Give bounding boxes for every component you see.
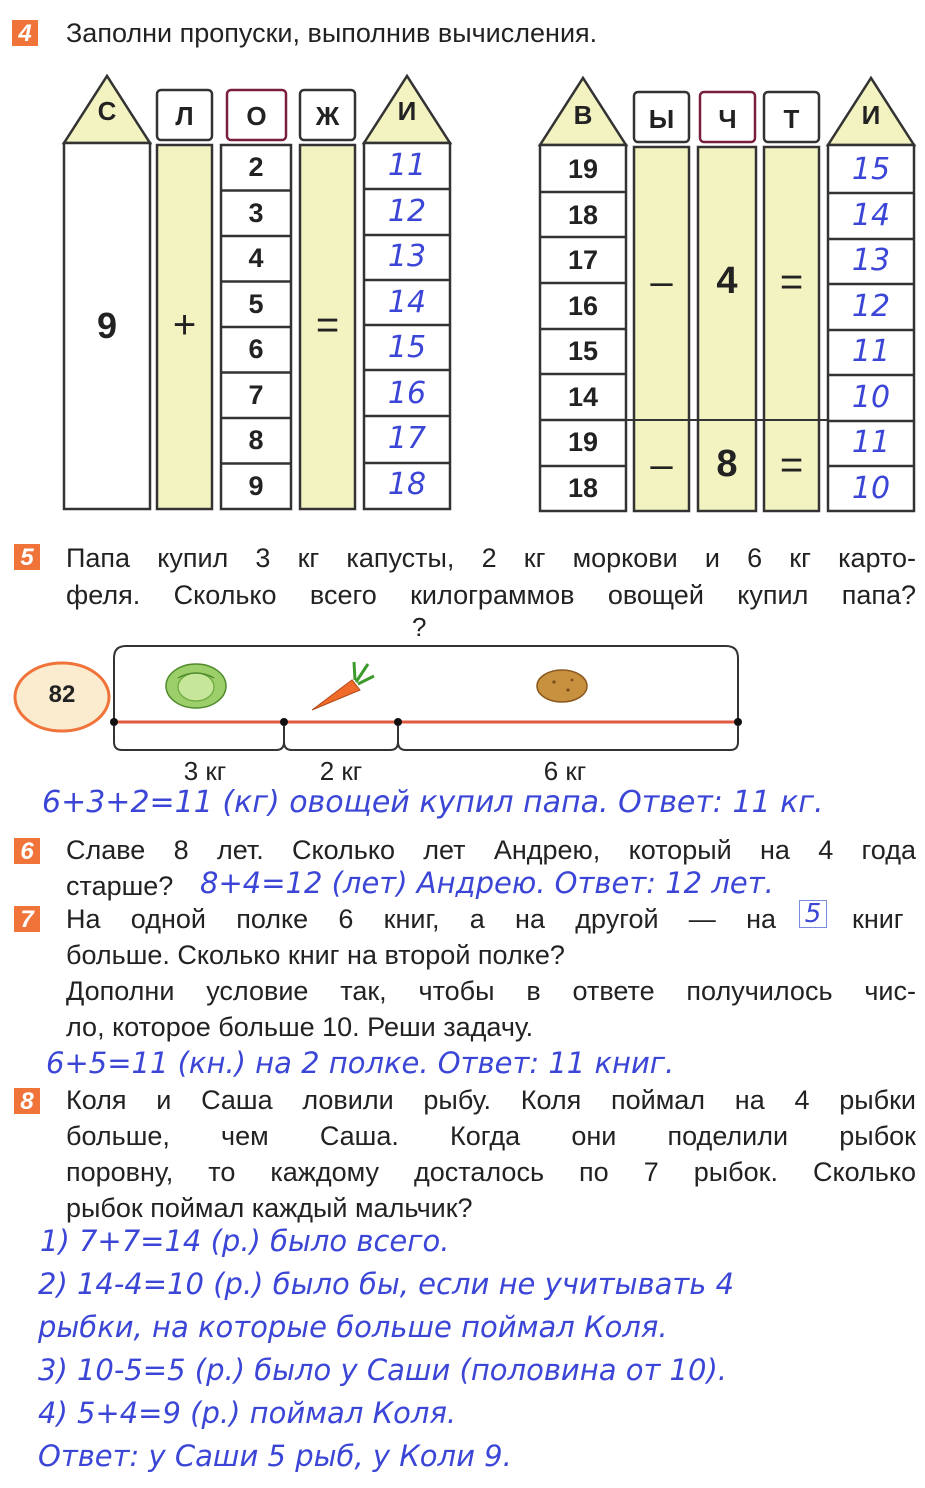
task5-answer: 6+3+2=11 (кг) овощей купил папа. Ответ: 11 кг. xyxy=(42,785,824,820)
answer-cell: 17 xyxy=(387,421,427,456)
addend-cell: 5 xyxy=(248,288,264,319)
equals-sign-1: = xyxy=(779,260,804,304)
first-number: 9 xyxy=(96,305,118,346)
page-badge: 82 xyxy=(48,681,76,708)
answer-cell: 11 xyxy=(851,334,891,369)
addends-list xyxy=(221,145,291,509)
answer-cell: 18 xyxy=(387,466,427,502)
task5-line2: феля. Сколько всего килограммов овощей купил папа? xyxy=(66,580,916,610)
answer-cell: 12 xyxy=(387,193,427,229)
task8-answer-2: 2) 14-4=10 (р.) было бы, если не учитывать 4 xyxy=(38,1267,735,1301)
letter-s: С xyxy=(97,96,117,126)
task7-line1b: книг xyxy=(852,904,904,934)
answer-cell: 16 xyxy=(387,375,427,411)
subtrahend-4: 4 xyxy=(716,260,738,302)
addend-cell: 8 xyxy=(248,425,264,455)
task8-line3: поровну, то каждому досталось по 7 рыбок. Сколько xyxy=(66,1157,916,1187)
point-d xyxy=(734,718,742,726)
task6-line2: старше? xyxy=(66,871,174,901)
brace-2kg xyxy=(284,726,398,750)
minuend-cell: 18 xyxy=(567,472,599,503)
task7-line2: больше. Сколько книг на второй полке? xyxy=(66,940,565,970)
addend-cell: 7 xyxy=(248,379,264,410)
point-a xyxy=(110,718,118,726)
answer-cell: 10 xyxy=(851,379,891,415)
label-6kg: 6 кг xyxy=(543,756,587,786)
task8-answer-3: рыбки, на которые больше поймал Коля. xyxy=(38,1310,668,1344)
label-2kg: 2 кг xyxy=(319,756,363,786)
answer-cell: 11 xyxy=(851,425,891,460)
letter-zh: Ж xyxy=(315,101,340,131)
task8-line1: Коля и Саша ловили рыбу. Коля поймал на 4 рыбки xyxy=(66,1085,916,1115)
answer-cell: 13 xyxy=(387,239,427,274)
task-number-badge: 4 xyxy=(12,20,38,46)
answer-cell: 15 xyxy=(387,330,427,365)
letter-t: Т xyxy=(783,104,800,134)
minuend-cell: 14 xyxy=(567,381,599,412)
subtrahend-8: 8 xyxy=(716,443,738,485)
point-c xyxy=(394,718,402,726)
minuends-list xyxy=(540,147,626,511)
letter-y: Ы xyxy=(648,104,675,134)
task-number-badge: 5 xyxy=(14,544,40,570)
brace-3kg xyxy=(114,726,284,750)
brace-6kg xyxy=(398,726,738,750)
letter-ch: Ч xyxy=(718,104,737,134)
letter-l: Л xyxy=(175,101,194,131)
answer-cell: 13 xyxy=(851,243,891,278)
minus-sign-1: – xyxy=(650,260,673,304)
letter-i-right: И xyxy=(861,100,881,130)
diagram xyxy=(0,630,925,780)
task7-line3: Дополни условие так, чтобы в ответе получилось чис- xyxy=(66,976,916,1006)
task-number-badge: 6 xyxy=(14,838,40,864)
equals-sign: = xyxy=(315,303,340,347)
task6-answer: 8+4=12 (лет) Андрею. Ответ: 12 лет. xyxy=(200,866,774,900)
task8-answer-6: Ответ: у Саши 5 рыб, у Коли 9. xyxy=(38,1439,512,1473)
question-mark: ? xyxy=(412,612,427,642)
task7-answer: 6+5=11 (кн.) на 2 полке. Ответ: 11 книг. xyxy=(46,1046,675,1080)
addend-cell: 9 xyxy=(248,470,264,501)
minuend-cell: 17 xyxy=(567,245,599,275)
answer-cell: 10 xyxy=(851,470,891,506)
letter-i: И xyxy=(397,96,417,126)
task7-line4: ло, которое больше 10. Реши задачу. xyxy=(66,1012,534,1042)
answer-cell: 11 xyxy=(387,148,427,183)
addend-cell: 4 xyxy=(248,243,264,273)
answer-cell: 14 xyxy=(851,197,891,233)
cabbage-icon xyxy=(166,664,226,708)
minuend-cell: 19 xyxy=(567,154,599,184)
task7-line1a: На одной полке 6 книг, а на другой — на xyxy=(66,904,776,934)
answer-cell: 15 xyxy=(851,152,891,187)
task-number-badge: 7 xyxy=(14,906,40,932)
answer-cell: 14 xyxy=(387,284,427,320)
label-3kg: 3 кг xyxy=(183,756,227,786)
carrot-icon xyxy=(312,662,374,710)
letter-o: О xyxy=(246,101,267,131)
task-number-badge: 8 xyxy=(14,1088,40,1114)
minus-sign-2: – xyxy=(650,443,673,487)
potato-icon xyxy=(537,670,587,702)
minuend-cell: 19 xyxy=(567,427,599,457)
answer-cell: 12 xyxy=(851,288,891,324)
answers-list xyxy=(364,143,450,507)
task8-answer-4: 3) 10-5=5 (р.) было у Саши (половина от 10). xyxy=(38,1353,727,1387)
task8-answer-1: 1) 7+7=14 (р.) было всего. xyxy=(40,1224,450,1258)
task5-line1: Папа купил 3 кг капусты, 2 кг моркови и 6 кг карто- xyxy=(66,543,916,573)
letter-v: В xyxy=(573,100,593,130)
task8-answer-5: 4) 5+4=9 (р.) поймал Коля. xyxy=(38,1396,457,1430)
task4-text: Заполни пропуски, выполнив вычисления. xyxy=(66,18,598,48)
task6-line1: Славе 8 лет. Сколько лет Андрею, который на 4 года xyxy=(66,835,916,865)
addend-cell: 2 xyxy=(248,152,264,182)
minuend-cell: 15 xyxy=(567,336,599,366)
equals-sign-2: = xyxy=(779,443,804,487)
addend-cell: 6 xyxy=(248,334,264,364)
task8-line2: больше, чем Саша. Когда они поделили рыбок xyxy=(66,1121,916,1151)
plus-sign: + xyxy=(172,303,197,347)
blank-box: 5 xyxy=(799,900,827,928)
addend-cell: 3 xyxy=(248,197,264,228)
minuend-cell: 16 xyxy=(567,290,599,321)
task8-line4: рыбок поймал каждый мальчик? xyxy=(66,1193,473,1223)
answers-list-right xyxy=(828,147,914,511)
minuend-cell: 18 xyxy=(567,199,599,230)
point-b xyxy=(280,718,288,726)
